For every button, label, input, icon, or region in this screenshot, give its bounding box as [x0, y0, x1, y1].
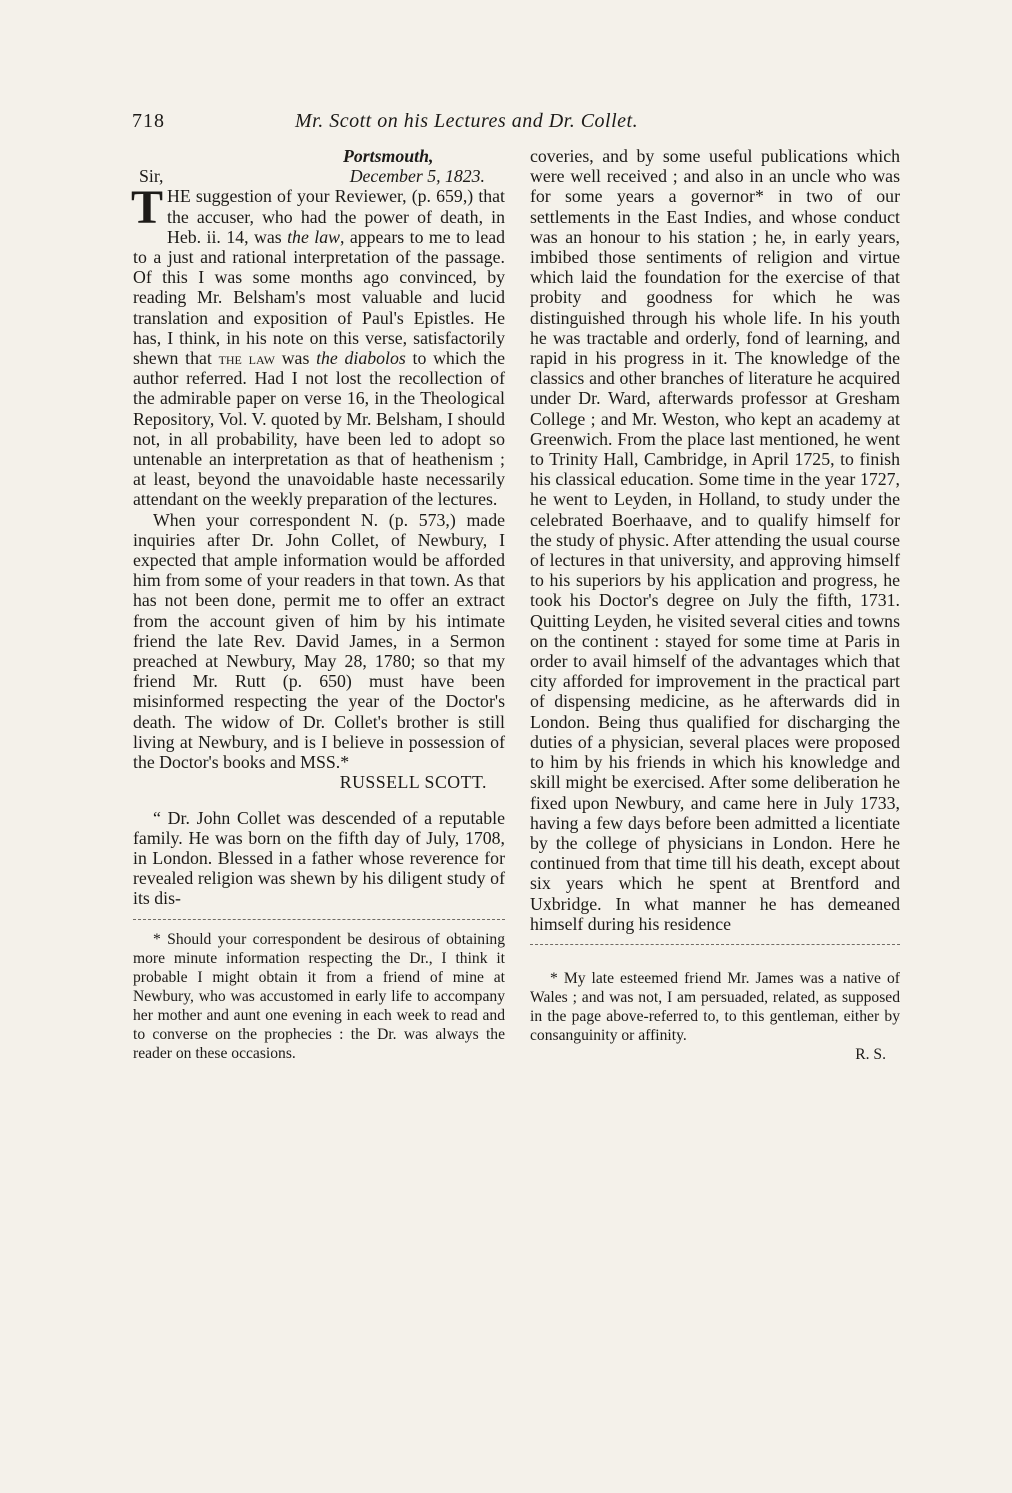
footnote-right: * My late esteemed friend Mr. James was a native of Wales ; and was not, I am persuaded, related, as supposed in the page above-referred to, to this gentleman, either by consanguinity or affinity. [530, 969, 900, 1044]
salutation: Sir, [139, 166, 164, 187]
footnote-rule [133, 919, 505, 920]
salutation-line [133, 166, 505, 186]
footnote-left: * Should your correspondent be desirous of obtaining more minute information respecting the Dr., I think it probable I might obtain it from a friend of mine at Newbury, who was accustomed in early life to accompany her mother and aunt one evening in each week to read and to converse on the prophecies : the Dr. was always the reader on these occasions. [133, 930, 505, 1062]
footnote-initials: R. S. [855, 1045, 886, 1063]
signature: RUSSELL SCOTT. [339, 772, 487, 793]
page-number: 718 [132, 110, 165, 132]
footnote-rule-right [530, 944, 900, 945]
right-column [530, 146, 900, 1064]
drop-cap: T [131, 181, 164, 235]
letter-paragraph-1: THE suggestion of your Reviewer, (p. 659,) that the accuser, who had the power of death, in Heb. ii. 14, was the law, appears to me to lead to a just and rational interpretation of the passage. Of this I was some months ago convinced, by reading Mr. Belsham's most valuable and lucid translation and exposition of Paul's Epistles. He has, I think, in his note on this verse, satisfactorily shewn that the law was the diabolos to which the author referred. Had I not lost the recollection of the admirable paper on verse 16, in the Theological Repository, Vol. V. quoted by Mr. Belsham, I should not, in all probability, have been led to adopt so untenable an interpretation as that of heathenism ; at least, beyond the unavoidable haste necessarily attendant on the weekly preparation of the lectures. [131, 181, 505, 510]
left-column [133, 146, 505, 1063]
letter-paragraph-2: When your correspondent N. (p. 573,) made inquiries after Dr. John Collet, of Newbury, I expected that ample information would be afforded him from some of your readers in that town. As that has not been done, permit me to offer an extract from the account given of him by his intimate friend the late Rev. David James, in a Sermon preached at Newbury, May 28, 1780; so that my friend Mr. Rutt (p. 650) must have been misinformed respecting the year of the Doctor's death. The widow of Dr. Collet's brother is still living at Newbury, and is I believe in possession of the Doctor's books and MSS.* [133, 509, 505, 773]
quote-paragraph: “ Dr. John Collet was descended of a reputable family. He was born on the fifth day of July, 1708, in London. Blessed in a father whose reverence for revealed religion was shewn by his diligent study of its dis- [133, 807, 505, 909]
quote-continuation: coveries, and by some useful publications which were well received ; and also in an uncle who was for some years a governor* in two of our settlements in the East Indies, and whose conduct was an honour to his station ; he, in early years, imbibed those sentiments of religion and virtue which laid the foundation for the exercise of that probity and goodness for which he was distinguished through his whole life. In his youth he was tractable and orderly, fond of learning, and rapid in his progress in it. The knowledge of the classics and other branches of literature he acquired under Dr. Ward, afterwards professor at Gresham College ; and Mr. Weston, who kept an academy at Greenwich. From the place last mentioned, he went to Trinity Hall, Cambridge, in April 1725, to finish his classical education. Some time in the year 1727, he went to Leyden, in Holland, to study under the celebrated Boerhaave, and to qualify himself for the study of physic. After attending the usual course of lectures in that university, and approving himself to his superiors by his application and progress, he took his Doctor's degree on July the fifth, 1731. Quitting Leyden, he visited several cities and towns on the continent : stayed for some time at Paris in order to avail himself of the advantages which that city afforded for improvement in the practical part of dispensing medicine, as he afterwards did in London. Being thus qualified for discharging the duties of a physician, several places were proposed to him by his friends in which his knowledge and skill might be exercised. After some deliberation he fixed upon Newbury, and came here in July 1733, having a few days before been admitted a licentiate by the college of physicians in London. Here he continued from that time till his death, except about six years which he spent at Brentford and Uxbridge. In what manner he has demeaned himself during his residence [530, 146, 900, 934]
letter-date: December 5, 1823. [349, 166, 485, 187]
running-head: Mr. Scott on his Lectures and Dr. Collet. [295, 110, 639, 132]
letter-place: Portsmouth, [343, 146, 434, 166]
